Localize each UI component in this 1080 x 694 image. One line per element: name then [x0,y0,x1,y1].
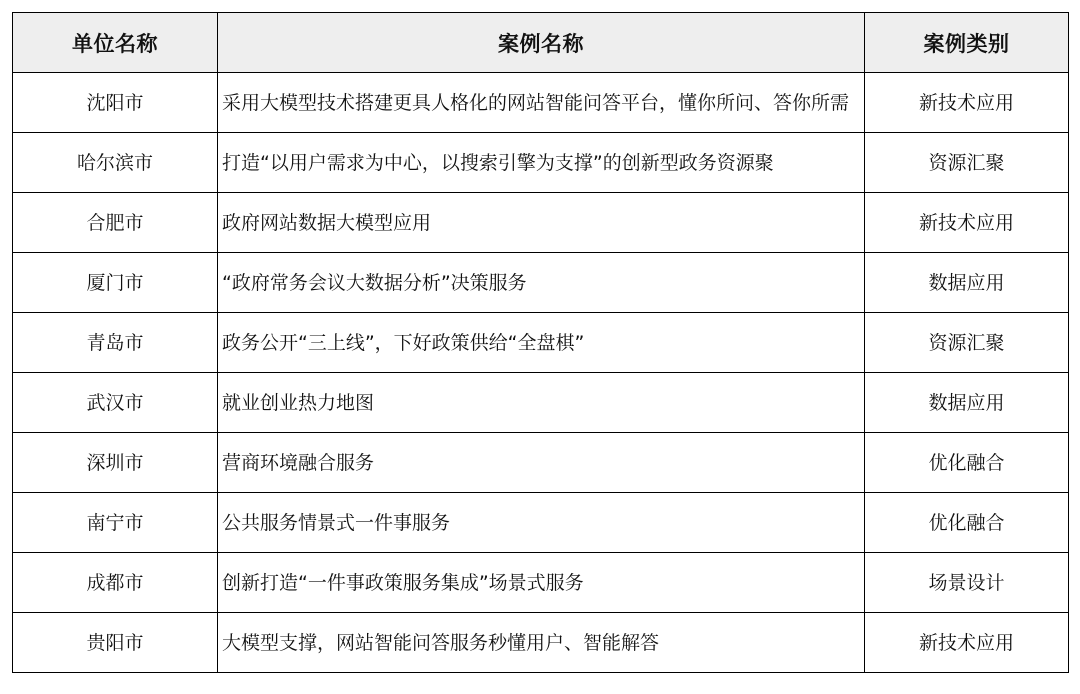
cell-case: 营商环境融合服务 [218,433,865,493]
table-row [13,373,1069,433]
cell-category: 数据应用 [865,373,1069,433]
cell-case: 政务公开“三上线”，下好政策供给“全盘棋” [218,313,865,373]
cell-category: 新技术应用 [865,73,1069,133]
cell-case: 就业创业热力地图 [218,373,865,433]
cell-unit: 合肥市 [13,193,218,253]
cell-case: 采用大模型技术搭建更具人格化的网站智能问答平台，懂你所问、答你所需 [218,73,865,133]
cell-category: 新技术应用 [865,613,1069,673]
cell-category: 优化融合 [865,433,1069,493]
cell-case: “政府常务会议大数据分析”决策服务 [218,253,865,313]
cell-category: 数据应用 [865,253,1069,313]
header-row [13,13,1069,73]
cell-category: 优化融合 [865,493,1069,553]
cell-unit: 武汉市 [13,373,218,433]
table-row [13,433,1069,493]
cell-unit: 青岛市 [13,313,218,373]
cell-case: 公共服务情景式一件事服务 [218,493,865,553]
cell-case: 打造“以用户需求为中心，以搜索引擎为支撑”的创新型政务资源聚 [218,133,865,193]
table-row [13,253,1069,313]
header-unit-name: 单位名称 [13,13,218,73]
cell-unit: 贵阳市 [13,613,218,673]
cell-case: 大模型支撑，网站智能问答服务秒懂用户、智能解答 [218,613,865,673]
table-row [13,313,1069,373]
cell-category: 资源汇聚 [865,133,1069,193]
table-body [13,73,1069,673]
cell-unit: 沈阳市 [13,73,218,133]
header-case-category: 案例类别 [865,13,1069,73]
cell-category: 新技术应用 [865,193,1069,253]
table-header [13,13,1069,73]
table-row [13,553,1069,613]
cell-unit: 哈尔滨市 [13,133,218,193]
cell-unit: 南宁市 [13,493,218,553]
cell-case: 创新打造“一件事政策服务集成”场景式服务 [218,553,865,613]
table-row [13,493,1069,553]
cell-unit: 成都市 [13,553,218,613]
header-case-name: 案例名称 [218,13,865,73]
table-row [13,133,1069,193]
case-table-container [12,12,1068,673]
table-row [13,193,1069,253]
cell-case: 政府网站数据大模型应用 [218,193,865,253]
table-row [13,73,1069,133]
cell-unit: 厦门市 [13,253,218,313]
case-table [12,12,1069,673]
cell-unit: 深圳市 [13,433,218,493]
table-row [13,613,1069,673]
cell-category: 资源汇聚 [865,313,1069,373]
cell-category: 场景设计 [865,553,1069,613]
